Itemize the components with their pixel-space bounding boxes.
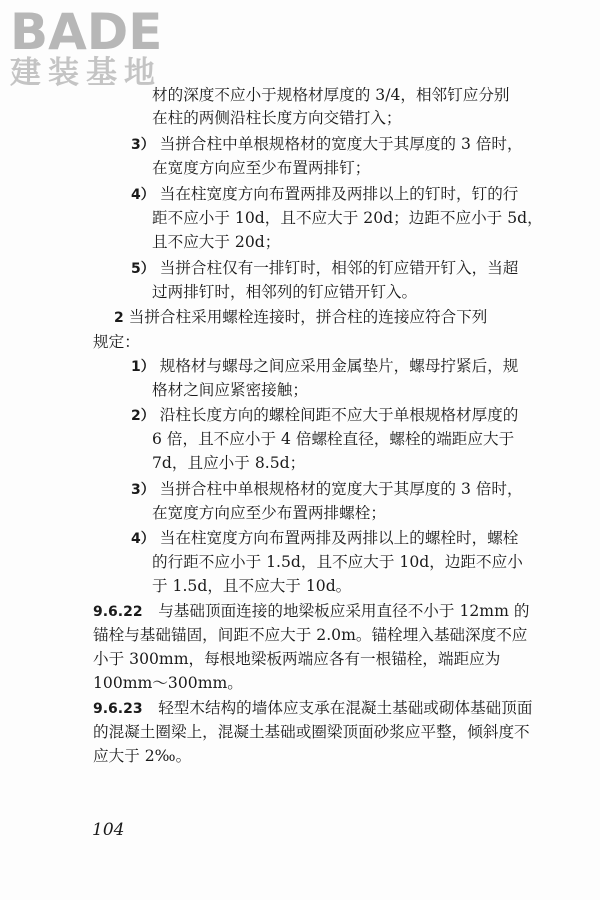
line-text: 距不应小于 10d，且不应大于 20d；边距不应小于 5d， [152, 209, 543, 227]
text-line [93, 331, 140, 353]
text-line [152, 107, 402, 129]
text-line [131, 355, 518, 378]
text-line [131, 133, 523, 156]
line-text: 规定： [93, 333, 140, 351]
item-number: 3） [131, 482, 155, 498]
text-line [93, 745, 191, 767]
line-text: 当在柱宽度方向布置两排及两排以上的钉时，钉的行 [159, 185, 519, 203]
item-number: 2） [131, 408, 155, 424]
text-line [93, 697, 532, 720]
line-text: 应大于 2‰。 [93, 747, 192, 765]
text-line [93, 672, 243, 694]
text-line [152, 379, 308, 401]
text-line [131, 478, 523, 501]
line-text: 当在柱宽度方向布置两排及两排以上的螺栓时，螺栓 [159, 529, 519, 547]
text-line [114, 306, 487, 329]
line-text: 当拼合柱中单根规格材的宽度大于其厚度的 3 倍时， [159, 135, 523, 153]
line-text: 轻型木结构的墙体应支承在混凝土基础或砌体基础顶面 [158, 699, 533, 717]
line-text: 的混凝土圈梁上，混凝土基础或圈梁顶面砂浆应平整，倾斜度不 [93, 723, 530, 741]
text-line [152, 281, 417, 303]
line-text: 的行距不应小于 1.5d，且不应大于 10d，边距不应小 [152, 553, 523, 571]
text-line [152, 84, 510, 106]
item-number: 1） [131, 359, 155, 375]
text-line [131, 404, 518, 427]
item-number: 4） [131, 187, 155, 203]
line-text: 与基础顶面连接的地梁板应采用直径不小于 12mm 的 [158, 602, 530, 620]
item-number: 4） [131, 531, 155, 547]
text-line [93, 648, 500, 670]
line-text: 100mm～300mm。 [93, 674, 243, 692]
line-text: 在宽度方向应至少布置两排螺栓； [152, 504, 386, 522]
line-text: 过两排钉时，相邻列的钉应错开钉入。 [152, 283, 418, 301]
line-text: 锚栓与基础锚固，间距不应大于 2.0m。锚栓埋入基础深度不应 [93, 626, 528, 644]
line-text: 小于 300mm，每根地梁板两端应各有一根锚栓，端距应为 [93, 650, 501, 668]
line-text: 6 倍，且不应小于 4 倍螺栓直径，螺栓的端距应大于 [152, 430, 515, 448]
logo-subtitle: 建装基地 [10, 55, 162, 91]
line-text: 当拼合柱仅有一排钉时，相邻的钉应错开钉入，当超 [159, 259, 519, 277]
text-line [131, 183, 518, 206]
text-line [131, 527, 518, 550]
line-text: 材的深度不应小于规格材厚度的 3/4，相邻钉应分别 [152, 86, 510, 104]
text-line [93, 721, 530, 743]
text-line [152, 452, 305, 474]
text-line [152, 428, 514, 450]
line-text: 沿柱长度方向的螺栓间距不应大于单根规格材厚度的 [159, 406, 519, 424]
line-text: 当拼合柱采用螺栓连接时，拼合柱的连接应符合下列 [128, 308, 488, 326]
line-text: 在柱的两侧沿柱长度方向交错打入； [152, 109, 402, 127]
text-line [131, 257, 518, 280]
line-text: 于 1.5d，且不应大于 10d。 [152, 577, 352, 595]
line-text: 当拼合柱中单根规格材的宽度大于其厚度的 3 倍时， [159, 480, 523, 498]
item-number: 9.6.23 [93, 701, 143, 717]
logo-brand: BADE [10, 3, 163, 61]
text-line [152, 207, 543, 229]
item-number: 3） [131, 137, 155, 153]
watermark-logo [10, 3, 185, 91]
line-text: 规格材与螺母之间应采用金属垫片，螺母拧紧后，规 [159, 357, 519, 375]
text-line [93, 600, 529, 623]
text-line [152, 231, 280, 253]
item-number: 9.6.22 [93, 604, 143, 620]
text-line [152, 157, 370, 179]
text-line [152, 575, 351, 597]
page-number: 104 [92, 820, 125, 840]
line-text: 且不应大于 20d； [152, 233, 281, 251]
text-line [93, 624, 527, 646]
item-number: 5） [131, 261, 155, 277]
text-line [152, 551, 523, 573]
text-line [152, 502, 386, 524]
item-number: 2 [114, 310, 124, 326]
line-text: 在宽度方向应至少布置两排钉； [152, 159, 371, 177]
line-text: 7d，且应小于 8.5d； [152, 454, 306, 472]
line-text: 格材之间应紧密接触； [152, 381, 308, 399]
